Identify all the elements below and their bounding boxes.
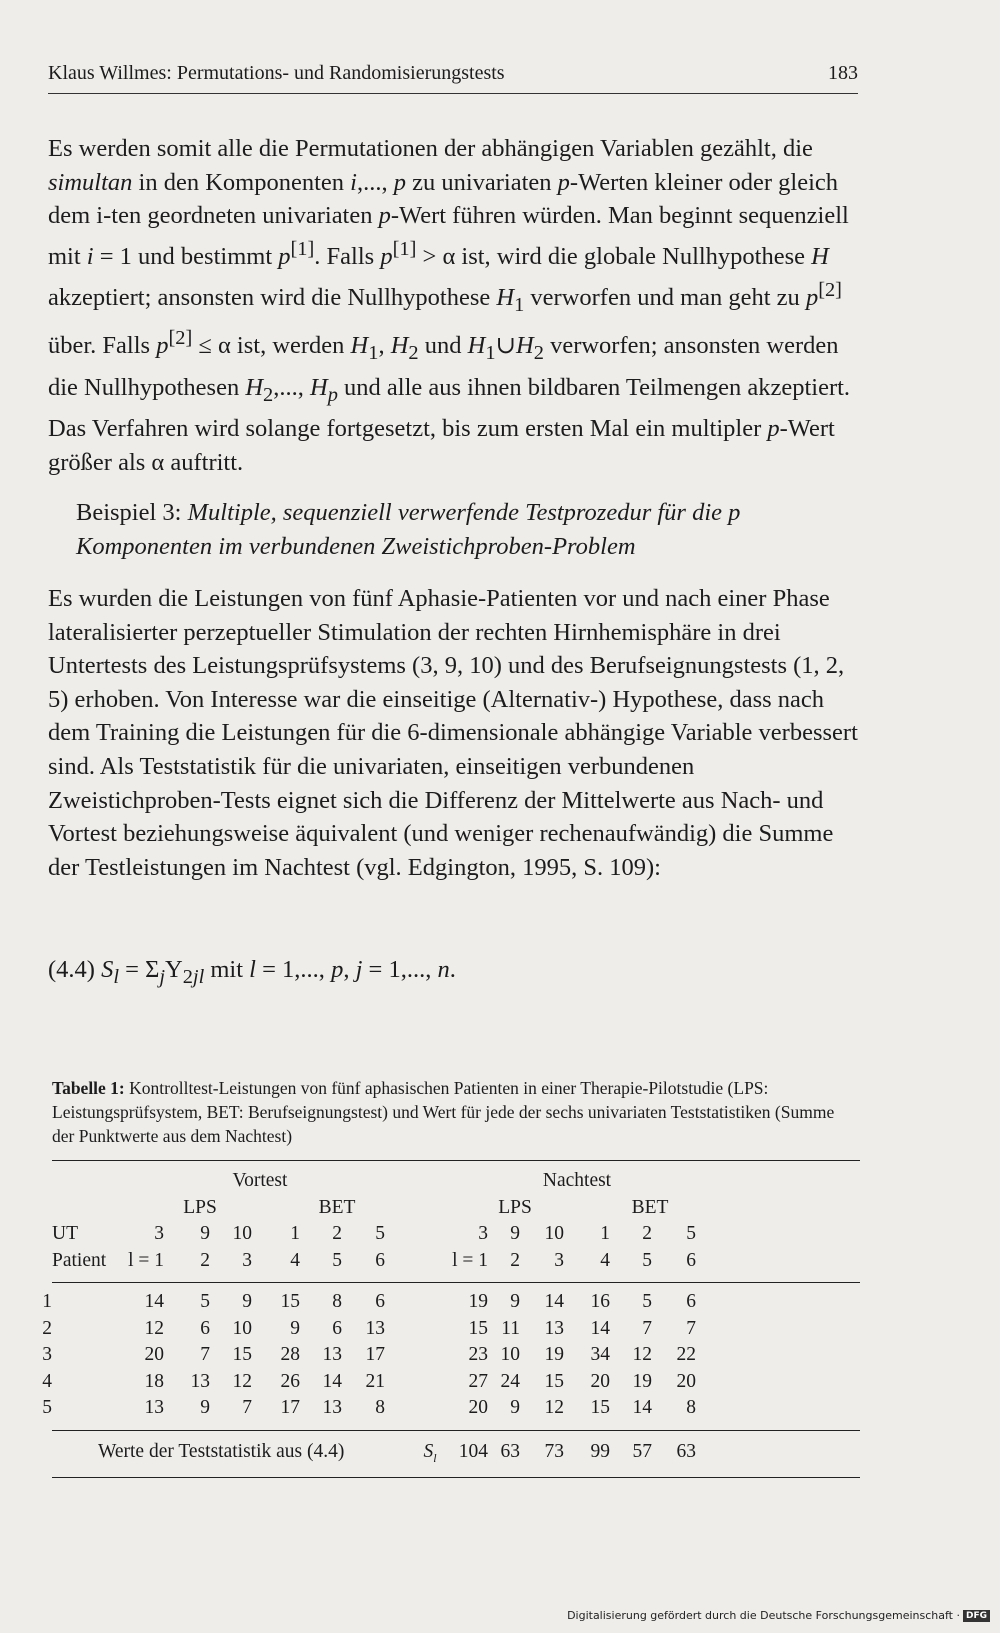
- table-cell: 24: [500, 1370, 520, 1392]
- table-cell: 14: [322, 1370, 342, 1392]
- ut-value: 1: [600, 1223, 610, 1244]
- table-row: [42, 1291, 860, 1318]
- ut-value: 2: [642, 1223, 652, 1244]
- table-cell: 15: [590, 1397, 610, 1418]
- patient-id: 4: [42, 1370, 52, 1392]
- table-cell: 7: [642, 1317, 652, 1339]
- table-row: [42, 1370, 860, 1398]
- ut-value: 5: [375, 1223, 385, 1244]
- page-number: 183: [828, 62, 858, 84]
- table-cell: 7: [686, 1317, 696, 1339]
- patient-id: 5: [42, 1397, 52, 1418]
- table-statistic-row: [52, 1441, 860, 1468]
- table-cell: 7: [200, 1344, 210, 1365]
- table-cell: 6: [200, 1317, 210, 1339]
- table-cell: 22: [676, 1344, 696, 1365]
- dfg-logo: DFG: [963, 1610, 990, 1622]
- table-cell: 7: [242, 1397, 252, 1418]
- l-index-value: 5: [642, 1249, 652, 1271]
- table-cell: 10: [232, 1317, 252, 1339]
- table-cell: 14: [144, 1291, 164, 1312]
- table-cell: 9: [200, 1397, 210, 1418]
- l-index-value: 2: [200, 1249, 210, 1271]
- l-index-value: l = 1: [452, 1249, 488, 1271]
- table-cell: 15: [468, 1317, 488, 1339]
- table-cell: 12: [632, 1344, 652, 1365]
- table-cell: 27: [468, 1370, 488, 1392]
- sub-label-bet: BET: [318, 1196, 356, 1218]
- ut-value: 9: [200, 1223, 210, 1244]
- ut-value: 2: [332, 1223, 342, 1244]
- table-cell: 14: [632, 1397, 652, 1418]
- table-cell: 9: [290, 1317, 300, 1339]
- table-cell: 13: [144, 1397, 164, 1418]
- l-index-value: 3: [242, 1249, 252, 1271]
- table-cell: 11: [501, 1317, 520, 1339]
- table-row: [42, 1397, 860, 1424]
- sub-label-lps: LPS: [498, 1196, 532, 1218]
- table-cell: 8: [686, 1397, 696, 1418]
- ut-value: 5: [686, 1223, 696, 1244]
- table-cell: 23: [468, 1344, 488, 1365]
- table-cell: 5: [200, 1291, 210, 1312]
- paragraph-permutations: Es werden somit alle die Permutationen der abhängigen Variablen gezählt, die simultan in den Komponenten i,..., p zu univariaten p-Werten kleiner oder gleich dem i-ten geordneten univariaten p-Wert führen würden. Man beginnt sequenziell mit i = 1 und bestimmt p[1]. Falls p[1] > α ist, wird die globale Nullhypothese H akzeptiert; ansonsten wird die Nullhypothese $H_1$ verworfen und man geht zu p[2] über. Falls p[2] ≤ α ist, werden $H_1$, $H_2$ und $H_1\cup H_2$ verworfen; ansonsten werden die Nullhypothesen $H_2$,..., $H_p$ und alle aus ihnen bildbaren Teilmengen akzeptiert. Das Verfahren wird solange fortgesetzt, bis zum ersten Mal ein multipler p-Wert größer als α auftritt.: [48, 135, 851, 476]
- table-cell: 6: [332, 1317, 342, 1339]
- table-group-header: [52, 1170, 860, 1197]
- table-caption: Tabelle 1: Kontrolltest-Leistungen von fünf aphasischen Patienten in einer Therapie-Pilotstudie (LPS: Leistungsprüfsystem, BET: Berufseignungstest) und Wert für jede der sechs univariaten Teststatistiken (Summe der Punktwerte aus dem Nachtest): [52, 1078, 835, 1146]
- statistic-value: 104: [458, 1440, 488, 1462]
- table-cell: 19: [544, 1344, 564, 1365]
- table-cell: 14: [544, 1291, 564, 1312]
- header-title: Klaus Willmes: Permutations- und Randomisierungstests: [48, 62, 505, 84]
- table-cell: 13: [322, 1344, 342, 1365]
- ut-value: 3: [154, 1223, 164, 1244]
- table-cell: 15: [232, 1344, 252, 1365]
- table-cell: 17: [280, 1397, 300, 1418]
- table-cell: 12: [544, 1397, 564, 1418]
- table-cell: 20: [468, 1397, 488, 1418]
- table-cell: 15: [544, 1370, 564, 1392]
- table-cell: 15: [280, 1291, 300, 1312]
- patient-id: 1: [42, 1291, 52, 1312]
- table-cell: 14: [590, 1317, 610, 1339]
- ut-label: UT: [52, 1223, 78, 1244]
- table-cell: 10: [500, 1344, 520, 1365]
- l-index-value: 6: [375, 1249, 385, 1271]
- table-bottom-rule: [52, 1477, 860, 1478]
- statistic-symbol: $S_l$: [423, 1440, 437, 1465]
- l-index-value: 6: [686, 1249, 696, 1271]
- running-header: [48, 62, 858, 94]
- table-ut-row: [52, 1223, 860, 1250]
- table-row: [42, 1344, 860, 1371]
- statistic-label: Werte der Teststatistik aus (4.4): [98, 1440, 345, 1462]
- equation-4-4: (4.4) $S_l = \Sigma_jY_{2jl}$ mit l = 1,..., p, j = 1,..., n.: [48, 956, 456, 988]
- table-body: [42, 1291, 860, 1424]
- sub-label-bet: BET: [631, 1196, 669, 1218]
- table-cell: 17: [365, 1344, 385, 1365]
- example-heading: Beispiel 3: Multiple, sequenziell verwerfende Testprozedur für die p Komponenten im verbundenen Zweistichproben-Problem: [76, 499, 741, 560]
- table-cell: 28: [280, 1344, 300, 1365]
- table-cell: 9: [242, 1291, 252, 1312]
- l-index-value: 5: [332, 1249, 342, 1271]
- table-cell: 12: [232, 1370, 252, 1392]
- table-cell: 26: [280, 1370, 300, 1392]
- table-cell: 21: [365, 1370, 385, 1392]
- sub-label-lps: LPS: [183, 1196, 217, 1218]
- table-cell: 18: [144, 1370, 164, 1392]
- statistic-value: 63: [500, 1440, 520, 1462]
- table-cell: 13: [365, 1317, 385, 1339]
- table-cell: 13: [190, 1370, 210, 1392]
- statistic-value: 63: [676, 1440, 696, 1462]
- ut-value: 10: [544, 1223, 564, 1244]
- patient-label: Patient: [52, 1249, 107, 1271]
- table-cell: 9: [510, 1291, 520, 1312]
- table-cell: 6: [375, 1291, 385, 1312]
- table-patient-index-row: [52, 1250, 860, 1277]
- ut-value: 10: [232, 1223, 252, 1244]
- table-cell: 13: [544, 1317, 564, 1339]
- table-cell: 9: [510, 1397, 520, 1418]
- table-cell: 5: [642, 1291, 652, 1312]
- table-subgroup-header: [52, 1197, 860, 1224]
- table-row: [42, 1317, 860, 1345]
- group-label-vortest: Vortest: [232, 1170, 288, 1191]
- table-cell: 20: [144, 1344, 164, 1365]
- table-cell: 12: [144, 1317, 164, 1339]
- table-cell: 8: [332, 1291, 342, 1312]
- patient-id: 3: [42, 1344, 52, 1365]
- table-cell: 16: [590, 1291, 610, 1312]
- group-label-nachtest: Nachtest: [542, 1170, 612, 1191]
- table-cell: 19: [468, 1291, 488, 1312]
- ut-value: 1: [290, 1223, 300, 1244]
- table-cell: 20: [590, 1370, 610, 1392]
- table-top-rule: [52, 1160, 860, 1161]
- table-cell: 6: [686, 1291, 696, 1312]
- statistic-value: 73: [544, 1440, 564, 1462]
- ut-value: 9: [510, 1223, 520, 1244]
- table-mid-rule: [52, 1282, 860, 1283]
- l-index-value: 4: [600, 1249, 610, 1271]
- statistic-value: 57: [632, 1440, 652, 1462]
- data-table: [42, 1170, 860, 1468]
- table-cell: 20: [676, 1370, 696, 1392]
- l-index-value: 3: [554, 1249, 564, 1271]
- statistic-value: 99: [590, 1440, 610, 1462]
- l-index-value: l = 1: [128, 1249, 164, 1271]
- footer-text: Digitalisierung gefördert durch die Deutsche Forschungsgemeinschaft ·: [567, 1609, 960, 1622]
- l-index-value: 2: [510, 1249, 520, 1271]
- table-cell: 34: [590, 1344, 610, 1365]
- table-cell: 19: [632, 1370, 652, 1392]
- paragraph-aphasia-study: Es wurden die Leistungen von fünf Aphasie-Patienten vor und nach einer Phase lateralisierter perzeptueller Stimulation der rechten Hirnhemisphäre in drei Untertests des Leistungsprüfsystems (3, 9, 10) und des Berufseignungstests (1, 2, 5) erhoben. Von Interesse war die einseitige (Alternativ-) Hypothese, dass nach dem Training die Leistungen für die 6-dimensionale abhängige Variable verbessert sind. Als Teststatistik für die univariaten, einseitigen verbundenen Zweistichproben-Tests eignet sich die Differenz der Mittelwerte aus Nach- und Vortest beziehungsweise äquivalent (und weniger rechenaufwändig) die Summe der Testleistungen im Nachtest (vgl. Edgington, 1995, S. 109):: [48, 585, 858, 881]
- digitization-footer: [567, 1609, 990, 1622]
- table-cell: 13: [322, 1397, 342, 1418]
- l-index-value: 4: [290, 1249, 300, 1271]
- ut-value: 3: [478, 1223, 488, 1244]
- table-sum-rule: [52, 1430, 860, 1431]
- table-cell: 8: [375, 1397, 385, 1418]
- patient-id: 2: [42, 1317, 52, 1339]
